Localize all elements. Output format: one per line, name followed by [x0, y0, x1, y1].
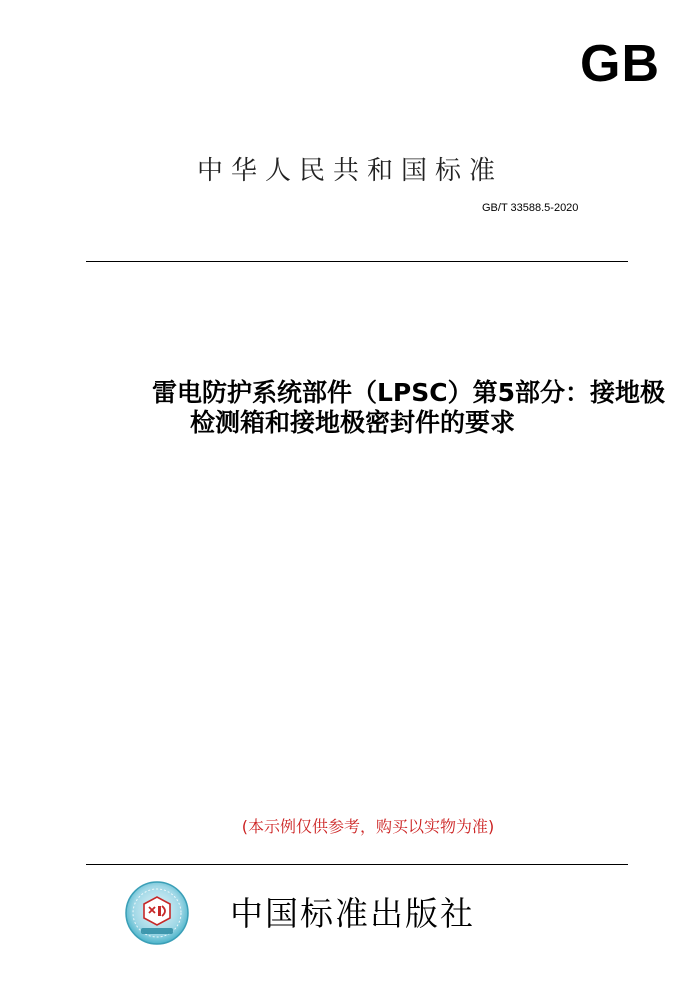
publisher-name: 中国标准出版社 [230, 894, 475, 933]
document-title-line-1: 雷电防护系统部件（LPSC）第5部分：接地极 [151, 378, 665, 407]
publisher-logo-icon [124, 880, 190, 946]
bottom-divider [86, 864, 628, 865]
document-title-line-2: 检测箱和接地极密封件的要求 [189, 408, 515, 437]
top-divider [86, 261, 628, 262]
standard-number: GB/T 33588.5-2020 [482, 202, 579, 214]
sample-notice: (本示例仅供参考，购买以实物为准) [241, 817, 495, 836]
national-standard-heading: 中华人民共和国标准 [197, 156, 504, 186]
gb-logo: GB [580, 35, 660, 93]
document-title [40, 378, 665, 438]
